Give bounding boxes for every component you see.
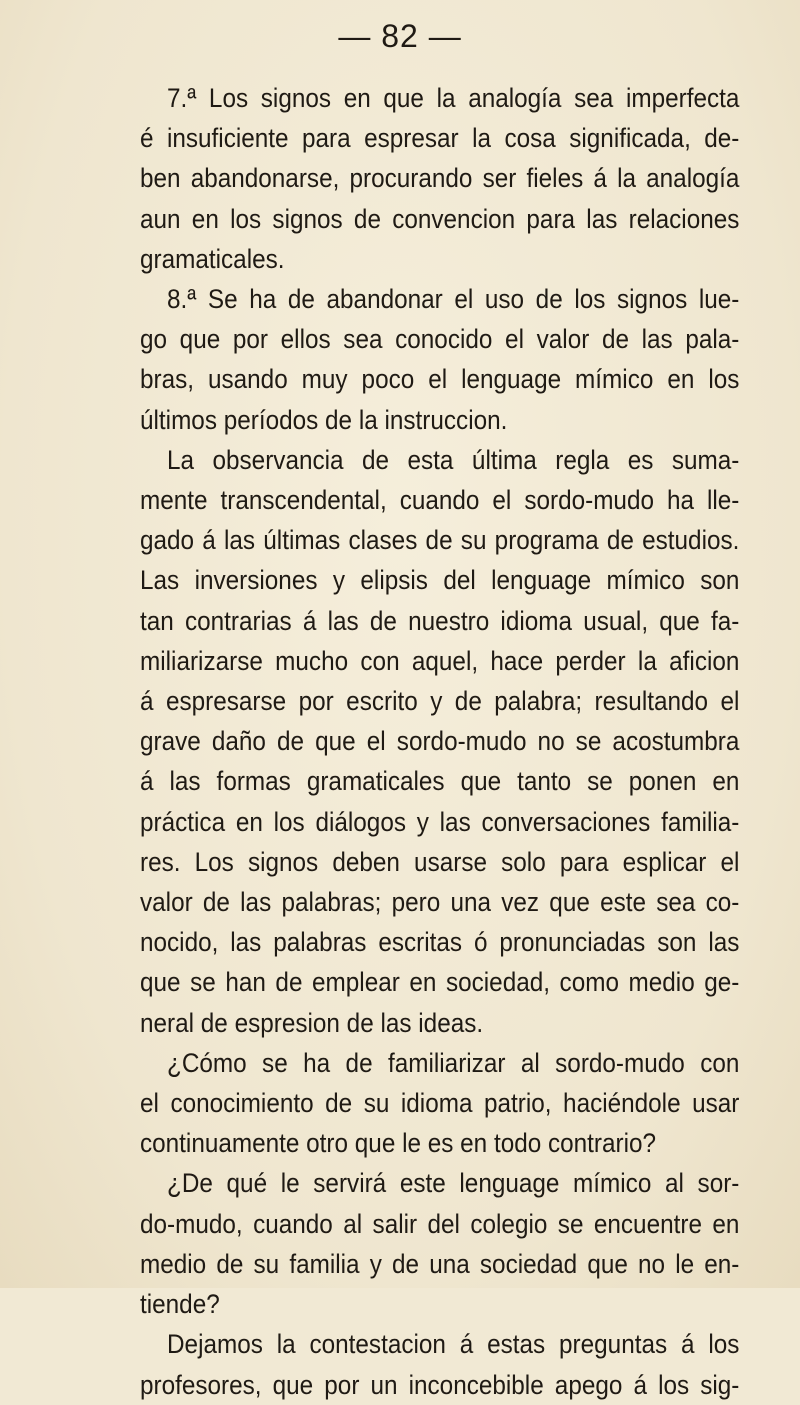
text-line: á las formas gramaticales que tanto se ponen en — [140, 766, 740, 797]
text-line: á espresarse por escrito y de palabra; resultando el — [140, 686, 740, 717]
text-line: práctica en los diálogos y las conversaciones familia- — [140, 806, 740, 837]
text-line: profesores, que por un inconcebible apego á los sig- — [140, 1369, 740, 1400]
body-text — [140, 78, 739, 1405]
text-line: nocido, las palabras escritas ó pronunciadas son las — [140, 927, 740, 958]
text-line: valor de las palabras; pero una vez que este sea co- — [140, 887, 740, 918]
text-line: medio de su familia y de una sociedad que no le en- — [140, 1248, 740, 1279]
text-line: La observancia de esta última regla es suma- — [167, 444, 740, 475]
text-line: el conocimiento de su idioma patrio, haciéndole usar — [140, 1088, 740, 1119]
text-line: res. Los signos deben usarse solo para esplicar el — [140, 846, 740, 877]
text-line: continuamente otro que le es en todo contrario? — [140, 1128, 657, 1159]
text-line: gado á las últimas clases de su programa de estudios. — [140, 525, 740, 556]
text-line: 7.ª Los signos en que la analogía sea imperfecta — [167, 83, 740, 113]
text-line: go que por ellos sea conocido el valor de las pala- — [140, 324, 740, 355]
text-line: ben abandonarse, procurando ser fieles á la analogía — [140, 163, 740, 194]
text-line: ¿De qué le servirá este lenguage mímico al sor- — [167, 1168, 740, 1199]
text-line: que se han de emplear en sociedad, como medio ge- — [140, 967, 740, 998]
text-line: Dejamos la contestacion á estas preguntas á los — [167, 1329, 740, 1360]
text-line: Las inversiones y elipsis del lenguage mímico son — [140, 565, 740, 596]
text-line: bras, usando muy poco el lenguage mímico en los — [140, 364, 740, 395]
text-line: neral de espresion de las ideas. — [140, 1007, 484, 1038]
text-line: aun en los signos de convencion para las relaciones — [140, 203, 740, 234]
text-line: é insuficiente para espresar la cosa significada, de- — [140, 123, 740, 154]
text-line: grave daño de que el sordo-mudo no se acostumbra — [140, 726, 740, 757]
text-line: tan contrarias á las de nuestro idioma usual, que fa- — [140, 605, 740, 636]
text-line: 8.ª Se ha de abandonar el uso de los signos lue- — [167, 284, 740, 315]
text-line: ¿Cómo se ha de familiarizar al sordo-mudo con — [167, 1047, 740, 1078]
text-line: tiende? — [140, 1289, 220, 1320]
text-line: do-mudo, cuando al salir del colegio se encuentre en — [140, 1208, 740, 1239]
text-line: miliarizarse mucho con aquel, hace perder la aficion — [140, 645, 740, 676]
page-number-header: — 82 — — [338, 18, 462, 54]
text-line: últimos períodos de la instruccion. — [140, 404, 508, 435]
text-line: mente transcendental, cuando el sordo-mudo ha lle- — [140, 485, 740, 516]
text-line: gramaticales. — [140, 243, 285, 274]
